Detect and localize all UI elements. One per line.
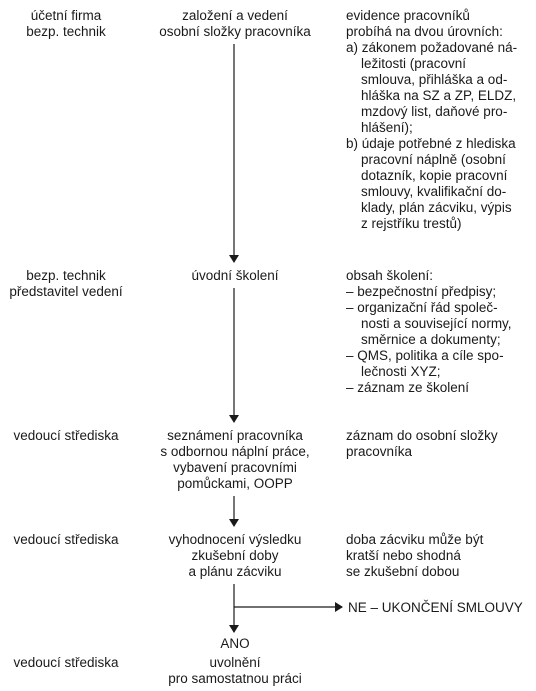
row1-responsible-line1: účetní firma (30, 8, 102, 23)
row2-note-line2: – bezpečnostní předpisy; (346, 284, 497, 299)
row3-activity-line3: vybavení pracovními (173, 460, 297, 475)
row1-note-line13: klady, plán zácviku, výpis (346, 200, 512, 215)
row4-note-line1: doba zácviku může být (346, 532, 484, 547)
row2-note-line8: – záznam ze školení (346, 380, 470, 395)
row1-note-line9: b) údaje potřebné z hlediska (346, 136, 516, 151)
row1-note-line11: dotazník, kopie pracovní (346, 168, 508, 183)
row1-note-line5: smlouva, přihláška a od- (346, 72, 508, 87)
row1-activity-line2: osobní složky pracovníka (159, 24, 311, 39)
row2-note-line1: obsah školení: (346, 268, 434, 283)
row2-note-line3: – organizační řád společ- (346, 300, 498, 315)
branch-yes-label: ANO (220, 636, 250, 651)
row2-activity-line1: úvodní školení (191, 268, 279, 283)
row3-activity-line1: seznámení pracovníka (167, 428, 303, 443)
row3-note-line1: záznam do osobní složky (346, 428, 498, 443)
row1-note-line8: hlášení); (346, 120, 413, 135)
row4-note-line2: kratší nebo shodná (346, 548, 461, 563)
row1-note-line12: smlouvy, kvalifikační do- (346, 184, 507, 199)
row1-note-line2: probíhá na dvou úrovních: (346, 24, 503, 39)
final-activity-line2: pro samostatnou práci (168, 671, 302, 686)
final-activity-line1: uvolnění (209, 655, 261, 670)
row1-note-line10: pracovní náplně (osobní (346, 152, 506, 167)
row3-activity-line2: s odbornou náplní práce, (160, 444, 310, 459)
row3-activity-line4: pomůckami, OOPP (177, 476, 293, 491)
row2-note-line7: lečnosti XYZ; (346, 364, 441, 379)
row1-note-line1: evidence pracovníků (346, 8, 470, 23)
row4-activity-line1: vyhodnocení výsledku (168, 532, 302, 547)
row4-activity-line2: zkušební doby (191, 548, 279, 563)
row4-responsible-line1: vedoucí střediska (13, 532, 119, 547)
row2-note-line4: nosti a související normy, (346, 316, 512, 331)
row2-responsible-line1: bezp. technik (26, 268, 106, 283)
row4-note-line3: se zkušební dobou (346, 564, 460, 579)
row2-note-line6: – QMS, politika a cíle spo- (346, 348, 504, 363)
final-responsible-line1: vedoucí střediska (13, 655, 119, 670)
row1-note-line14: z rejstříku trestů) (346, 216, 462, 231)
row4-activity-line3: a plánu zácviku (188, 564, 282, 579)
row1-responsible-line2: bezp. technik (26, 24, 106, 39)
row1-note-line6: hláška na SZ a ZP, ELDZ, (346, 88, 517, 103)
row1-activity-line1: založení a vedení (182, 8, 288, 23)
row1-note-line7: mzdový list, daňové pro- (346, 104, 508, 119)
row1-note-line4: ležitosti (pracovní (346, 56, 467, 71)
row2-responsible-line2: představitel vedení (9, 284, 123, 299)
branch-no-label: NE – UKONČENÍ SMLOUVY (348, 600, 523, 615)
row3-note-line2: pracovníka (346, 444, 413, 459)
row3-responsible-line1: vedoucí střediska (13, 428, 119, 443)
row2-note-line5: směrnice a dokumenty; (346, 332, 501, 347)
row1-note-line3: a) zákonem požadované ná- (346, 40, 518, 55)
